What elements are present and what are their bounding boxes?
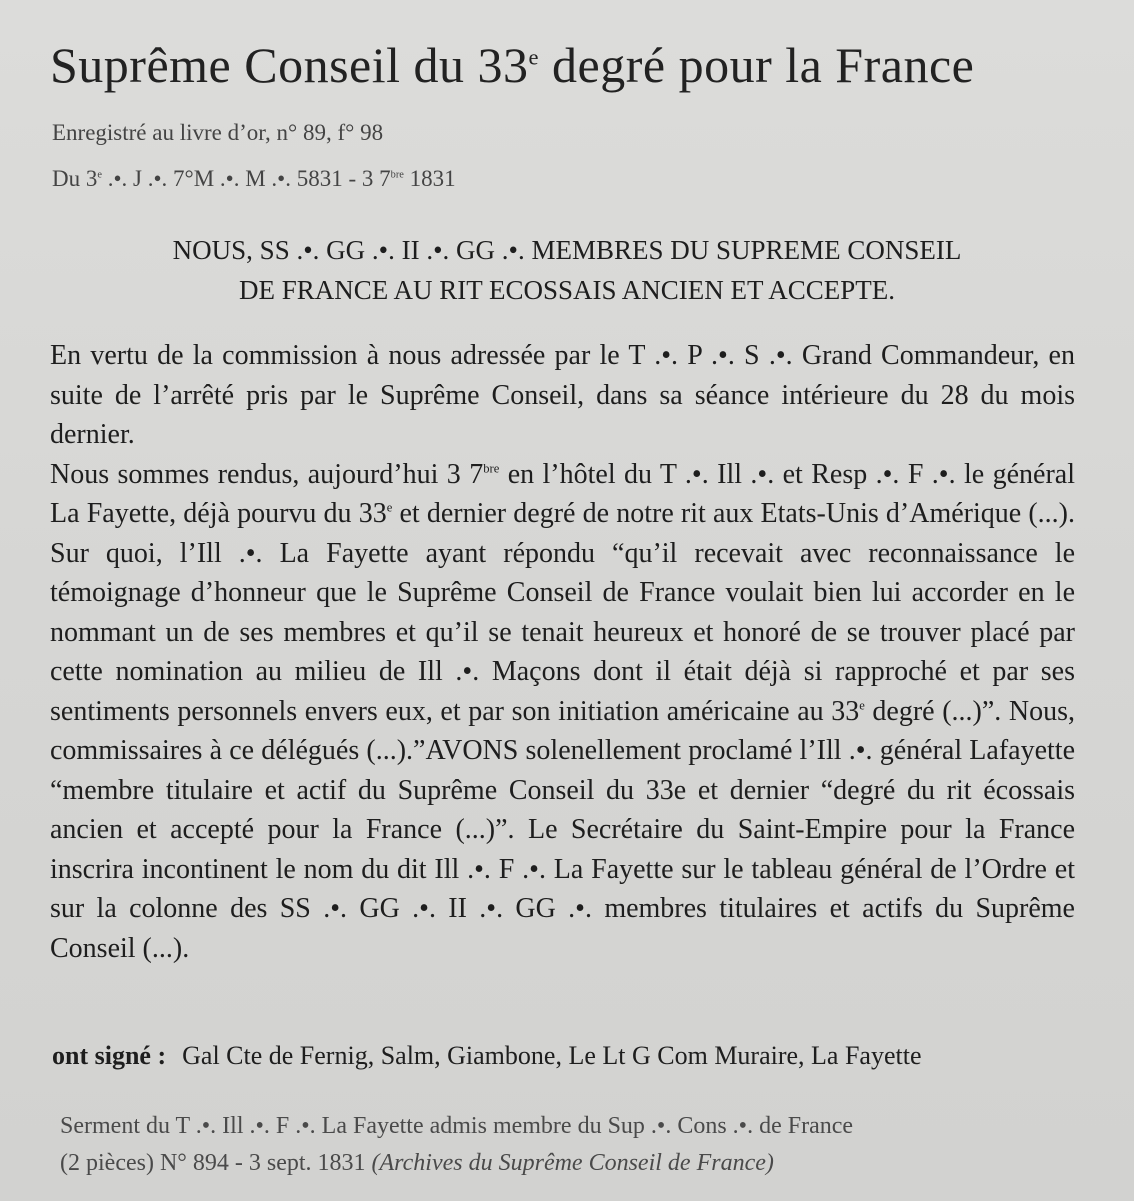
para2-sup-3: e	[859, 698, 865, 713]
para2-part-c: et dernier degré de notre rit aux Etats-Unis d’Amérique (...). Sur quoi, l’Ill .•. La Fayette ayant répondu “qu’il recevait avec reconnaissance le témoignage d’honneur que le Suprême Conseil de France voulait bien lui accorder en le nommant un de ses membres et qu’il se tenait heureux et honoré de se trouver placé par cette nomination au milieu de Ill .•. Maçons dont il était déjà si rapproché et par ses sentiments personnels envers eux, et par son initiation américaine au 33	[50, 498, 1076, 727]
signatories-names: Gal Cte de Fernig, Salm, Giambone, Le Lt G Com Muraire, La Fayette	[182, 1041, 922, 1070]
page-title	[50, 30, 1090, 100]
paragraph-2	[50, 455, 1075, 969]
registration-line: Enregistré au livre d’or, n° 89, f° 98	[52, 120, 384, 145]
date-part-a: Du 3	[52, 166, 98, 191]
caption-line-1: Serment du T .•. Ill .•. F .•. La Fayette admis membre du Sup .•. Cons .•. de France	[60, 1113, 854, 1139]
date-part-b: .•. J .•. 7°M .•. M .•. 5831 - 3 7	[101, 166, 391, 191]
date-part-c: 1831	[403, 166, 456, 191]
section-heading-line-2: DE FRANCE AU RIT ECOSSAIS ANCIEN ET ACCEPTE.	[238, 275, 896, 305]
para2-sup-2: e	[386, 500, 393, 515]
title-text-rest: degré pour la France	[539, 37, 975, 93]
title-text: Suprême Conseil du 33	[50, 37, 529, 93]
body-text	[50, 336, 1075, 968]
date-sup-1: e	[97, 169, 102, 181]
caption-source: (Archives du Suprême Conseil de France)	[371, 1150, 774, 1176]
title-superscript: e	[528, 44, 540, 70]
section-heading-line-1: NOUS, SS .•. GG .•. II .•. GG .•. MEMBRES DU SUPREME CONSEIL	[172, 235, 962, 265]
para2-sup-1: bre	[483, 461, 500, 476]
signatories	[52, 1041, 922, 1071]
caption-reference: (2 pièces) N° 894 - 3 sept. 1831	[60, 1150, 372, 1176]
para2-part-b: en l’hôtel du T .•. Ill .•. et Resp .•. F .•. le général La Fayette, déjà pourvu du 33	[50, 458, 1076, 529]
para2-part-d: degré (...)”. Nous, commissaires à ce délégués (...).”AVONS solenellement proclamé l’Ill .•. général Lafayette “membre titulaire et actif du Suprême Conseil du 33e et dernier “degré du rit écossais ancien et accepté pour la France (...)”. Le Secrétaire du Saint-Empire pour la France inscrira incontinent le nom du dit Ill .•. F .•. La Fayette sur le tableau général de l’Ordre et sur la colonne des SS .•. GG .•. II .•. GG .•. membres titulaires et actifs du Suprême Conseil (...).	[50, 695, 1075, 964]
para2-part-a: Nous sommes rendus, aujourd’hui 3 7	[50, 458, 484, 490]
date-line	[52, 166, 456, 192]
caption-line-2	[60, 1145, 1070, 1182]
paragraph-1: En vertu de la commission à nous adressée par le T .•. P .•. S .•. Grand Commandeur, en suite de l’arrêté pris par le Suprême Conseil, dans sa séance intérieure du 28 du mois dernier.	[50, 340, 1075, 450]
signatories-label: ont signé :	[52, 1041, 167, 1070]
caption	[60, 1108, 1070, 1182]
date-sup-2: bre	[390, 169, 404, 181]
